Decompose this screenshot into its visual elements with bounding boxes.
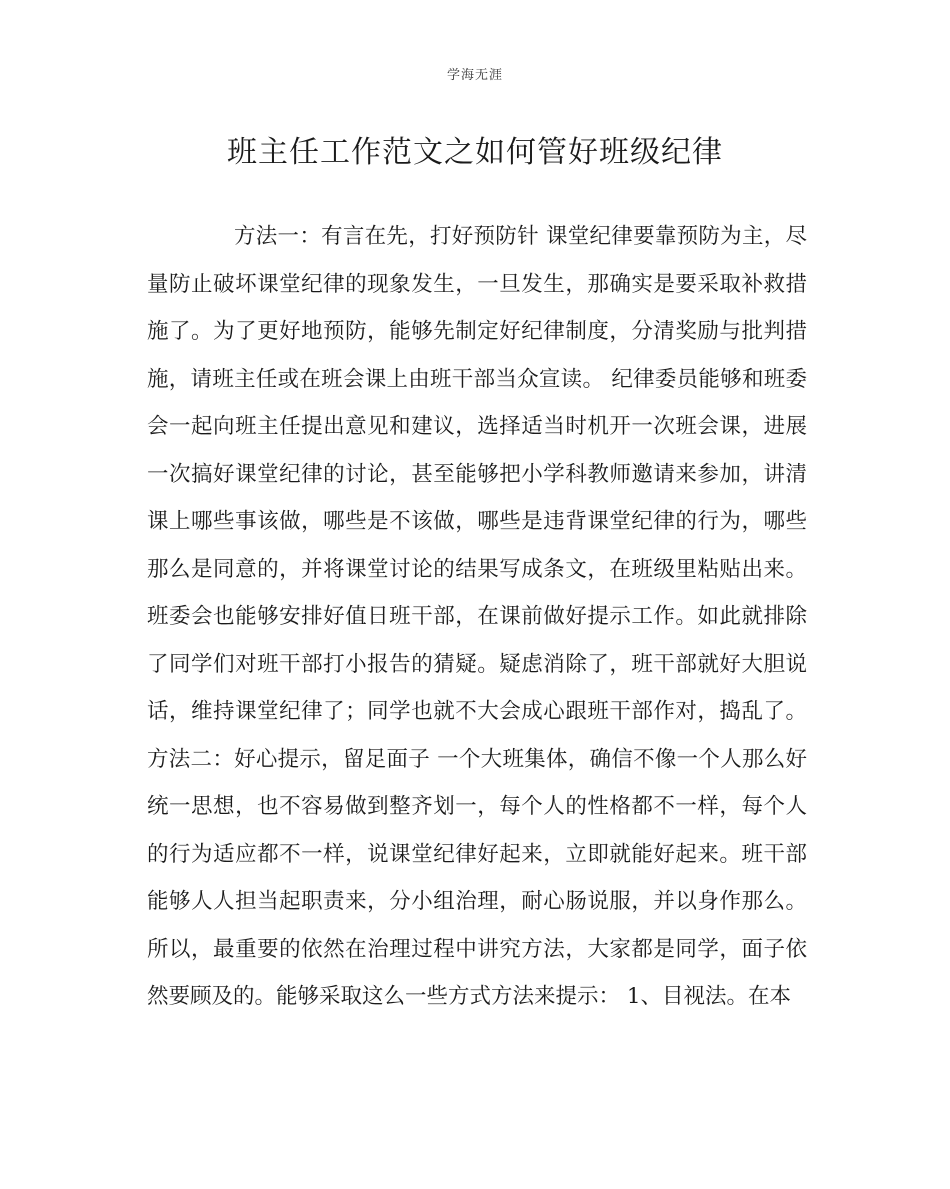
body-line: 的行为适应都不一样，说课堂纪律好起来，立即就能好起来。班干部 [147,841,807,867]
body-line: 所以，最重要的依然在治理过程中讲究方法，大家都是同学，面子依 [147,936,807,962]
body-line: 施，请班主任或在班会课上由班干部当众宣读。 纪律委员能够和班委 [147,366,807,392]
body-line: 话，维持课堂纪律了；同学也就不大会成心跟班干部作对，捣乱了。 [147,699,807,724]
body-line: 班委会也能够安排好值日班干部，在课前做好提示工作。如此就排除 [147,604,807,629]
running-header: 学海无涯 [446,68,503,83]
body-line: 施了。为了更好地预防，能够先制定好纪律制度，分清奖励与批判措 [147,319,807,344]
body-line: 量防止破坏课堂纪律的现象发生，一旦发生，那确实是要采取补救措 [147,271,807,297]
body-line: 一次搞好课堂纪律的讨论，甚至能够把小学科教师邀请来参加，讲清 [147,461,807,487]
body-line: 统一思想，也不容易做到整齐划一，每个人的性格都不一样，每个人 [147,794,807,819]
body-line: 了同学们对班干部打小报告的猜疑。疑虑消除了，班干部就好大胆说 [147,651,807,677]
body-line: 方法二：好心提示，留足面子 一个大班集体，确信不像一个人那么好 [147,746,807,772]
body-line: 然要顾及的。能够采取这么一些方式方法来提示： 1、目视法。在本 [147,984,792,1009]
body-text [147,218,807,1026]
body-line: 能够人人担当起职责来，分小组治理，耐心肠说服，并以身作那么。 [147,889,807,914]
body-line: 方法一：有言在先，打好预防针 课堂纪律要靠预防为主，尽 [234,224,807,249]
body-line: 那么是同意的，并将课堂讨论的结果写成条文，在班级里粘贴出来。 [147,556,807,582]
body-line: 会一起向班主任提出意见和建议，选择适当时机开一次班会课，进展 [147,414,807,439]
body-line: 课上哪些事该做，哪些是不该做，哪些是违背课堂纪律的行为，哪些 [147,509,807,534]
document-title: 班主任工作范文之如何管好班级纪律 [227,135,723,170]
